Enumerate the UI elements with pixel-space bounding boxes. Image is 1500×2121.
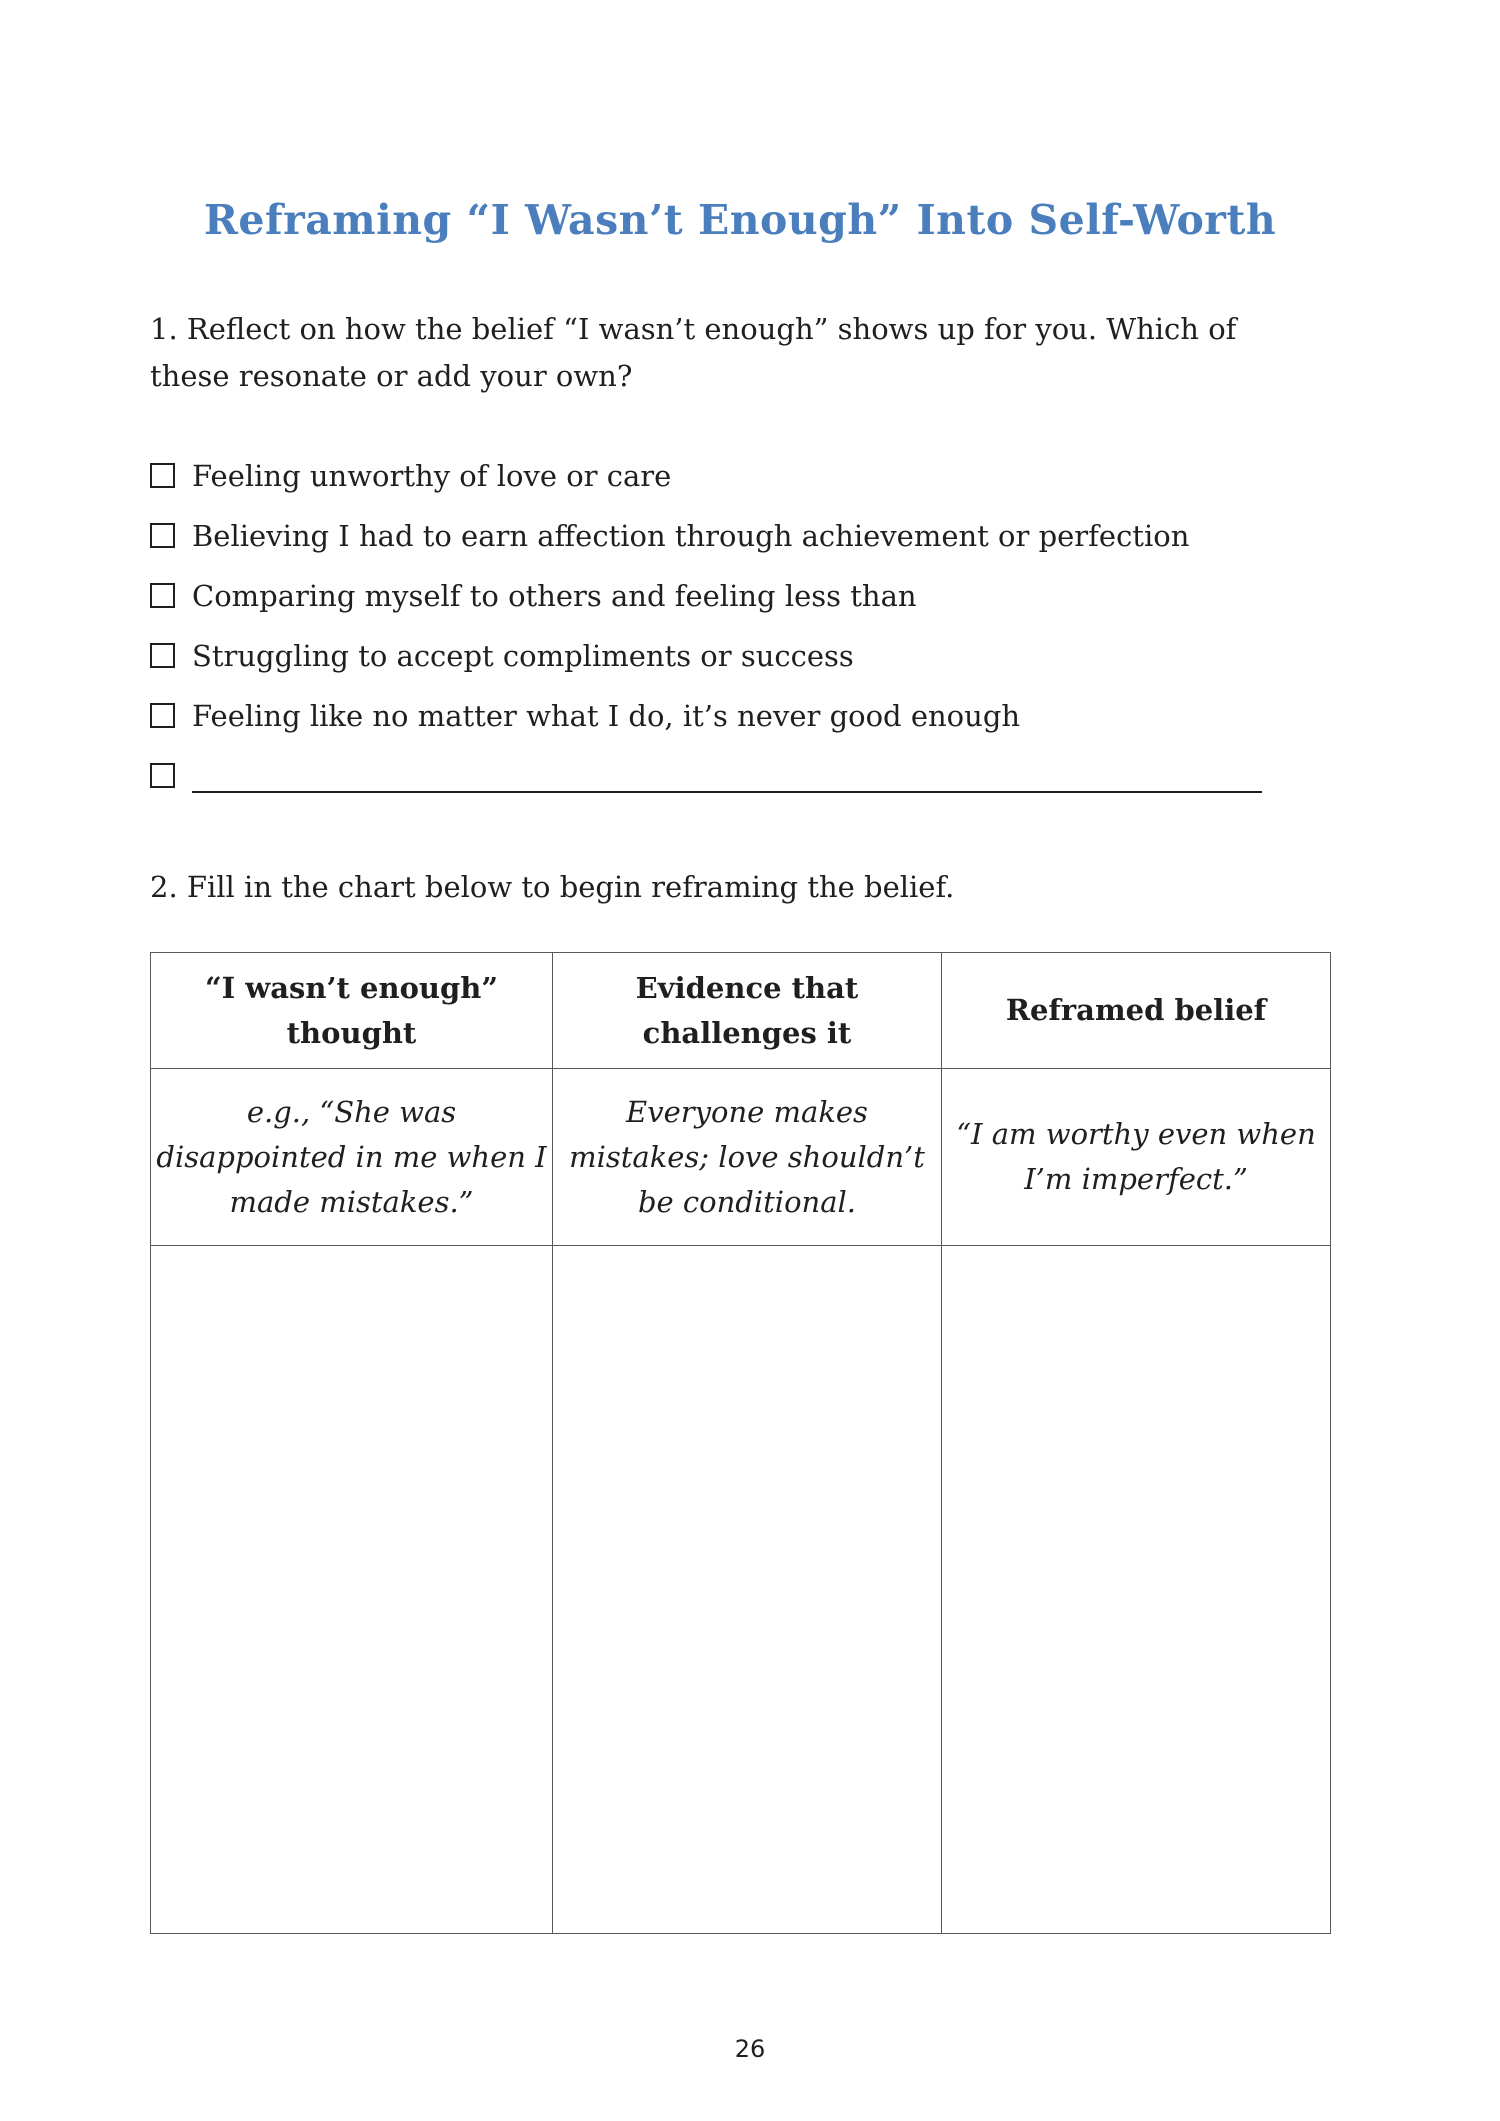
write-in-line[interactable] xyxy=(192,759,1262,793)
example-cell-reframed: “I am worthy even when I’m imperfect.” xyxy=(942,1069,1331,1246)
section1-prompt: 1. Reflect on how the belief “I wasn’t enough” shows up for you. Which of these resonate or add your own? xyxy=(150,312,1237,393)
checkbox[interactable] xyxy=(150,583,175,608)
checklist-item xyxy=(150,446,1330,506)
checklist-item-write-in xyxy=(150,746,1330,806)
checkbox[interactable] xyxy=(150,523,175,548)
checkbox[interactable] xyxy=(150,643,175,668)
example-cell-thought: e.g., “She was disappointed in me when I made mistakes.” xyxy=(151,1069,553,1246)
checkbox[interactable] xyxy=(150,703,175,728)
reframing-table xyxy=(150,952,1331,1934)
example-cell-evidence: Everyone makes mistakes; love shouldn’t be conditional. xyxy=(553,1069,942,1246)
table-example-row xyxy=(151,1069,1331,1246)
section2-prompt: 2. Fill in the chart below to begin reframing the belief. xyxy=(150,869,955,904)
checkbox-label: Comparing myself to others and feeling less than xyxy=(192,578,917,613)
table-header-reframed: Reframed belief xyxy=(942,953,1331,1069)
checkbox-label: Believing I had to earn affection through achievement or perfection xyxy=(192,518,1190,553)
belief-checklist xyxy=(150,446,1330,806)
input-cell-reframed[interactable] xyxy=(942,1246,1331,1934)
input-cell-evidence[interactable] xyxy=(553,1246,942,1934)
checkbox-label: Feeling like no matter what I do, it’s never good enough xyxy=(192,698,1021,733)
table-header-thought: “I wasn’t enough” thought xyxy=(151,953,553,1069)
checkbox-label: Feeling unworthy of love or care xyxy=(192,458,672,493)
checklist-item xyxy=(150,686,1330,746)
table-header-row xyxy=(151,953,1331,1069)
checkbox[interactable] xyxy=(150,763,175,788)
table-header-evidence: Evidence that challenges it xyxy=(553,953,942,1069)
checklist-item xyxy=(150,626,1330,686)
checkbox[interactable] xyxy=(150,463,175,488)
checklist-item xyxy=(150,506,1330,566)
checkbox-label: Struggling to accept compliments or success xyxy=(192,638,854,673)
input-cell-thought[interactable] xyxy=(151,1246,553,1934)
checklist-item xyxy=(150,566,1330,626)
table-input-row xyxy=(151,1246,1331,1934)
page-title: Reframing “I Wasn’t Enough” Into Self-Worth xyxy=(203,196,1277,244)
page-number: 26 xyxy=(734,2035,766,2063)
